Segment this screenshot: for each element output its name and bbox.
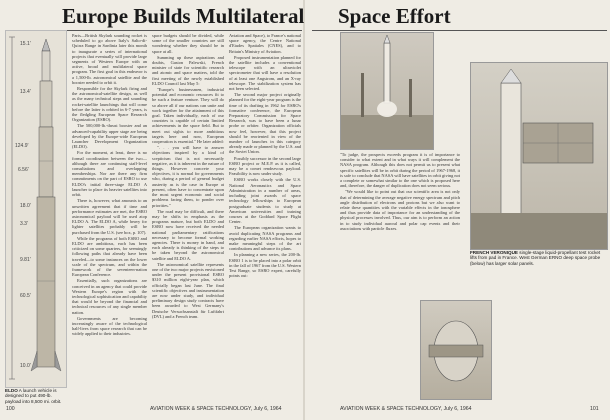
headline-right: Space Effort — [338, 4, 451, 28]
erno-probe-photo — [470, 62, 608, 250]
page-number-left: 100 — [6, 406, 15, 412]
paragraph: Paris—British Skylark sounding rocket is scheduled to go above Italy's Salto-di-Quirra Range in Sardinia later this month to inaugurate a series of international projects that eventually will provide large segments of Western Europe with an active, broad and multilateral space program. The first goal in this endeavor is a 1,500-lb. astronomical satellite and the booster needed to orbit it. — [72, 33, 147, 85]
dimension-label: 6.56' — [18, 167, 29, 173]
dimension-label: 3.3' — [20, 221, 28, 227]
dimension-label: 60.5' — [20, 293, 31, 299]
figure-caption-text: A launch vehicle is designed to put 490-lb. payload into 8,500 mi. orbit. — [5, 388, 62, 404]
footer-right: AVIATION WEEK & SPACE TECHNOLOGY, July 6, 1964 — [340, 406, 472, 412]
article-column-1 — [72, 33, 147, 403]
paragraph: ESRO works closely with the U.S. National Aeronautics and Space Administration in a number of areas, including joint awards of space technology fellowships to European postgraduate students to study at American universities and training courses at the Goddard Space Flight Center. — [229, 177, 301, 225]
eldo-rocket-drawing — [6, 31, 66, 387]
dimension-label: 9.81' — [20, 257, 31, 263]
rocket-launch-illustration — [341, 33, 433, 149]
paragraph: Possibly successor in the second large ESRO project or M.E.P. as it is called, may be a comet rendezvous payload. Feasibility is now under study. — [229, 155, 301, 177]
dimension-label: 13.4' — [20, 89, 31, 95]
figure-caption — [5, 388, 67, 404]
dimension-label: 10.0' — [20, 363, 31, 369]
paragraph: "We would like to point out that our scientific area is not only that of determining the average negative energy spectrum and pitch angle distribution of electrons and protons but we also want to relate these quantities with the variable effects in the ionosphere and thus provide data of importance for an understanding of the physical processes involved. Thus, our aim is to perform an action in to study individual auroral and polar cap events and their associations with particle fluxes. — [340, 189, 460, 231]
paragraph: Proposed instrumentation planned for the satellite includes a conventional telescope with an ultraviolet spectrometer that will have a resolution of at least one Angstrom, and an X-ray telescope. The stabilization system has not been selected. — [229, 54, 301, 92]
dimension-label: 15.1' — [20, 41, 31, 47]
paragraph: space budgets should be divided, while some of the smaller countries are still wondering whether they should be in space at all. — [152, 33, 224, 54]
article-column-4 — [340, 152, 460, 402]
photo-caption-text: single-stage liquid-propellant test rocket lifts from pad in France. West German ERNO deep space probe (below) has larger solar panels. — [470, 250, 601, 266]
dimension-label: 18.0' — [20, 203, 31, 209]
paragraph: The European organization wants to avoid duplicating NASA programs and regarding earlier NASA efforts, hopes to make meaningful steps of the art contributions and advance its plans. — [229, 225, 301, 252]
photo-caption-label: FRENCH VERONIQUE — [470, 250, 518, 255]
page-gutter — [303, 0, 305, 420]
paragraph: For the moment, at least, there is no formal coordination between the two—although there are continuing staff-level consultations and overlapping memberships. Nor are there any firm commitments on the part of ESRO to use ELDO's initial three-stage ELDO A launcher to place its heavier satellites into orbit. — [72, 150, 147, 198]
paragraph: Aviation and Space), to France's national space agency, the Centre National d'Etudes Spatiales (CNES), and to Britain's Ministry of Aviation. — [229, 33, 301, 54]
paragraph: Governments are becoming increasingly aware of the technological half-lives from space research that can be widely applied to their industries. — [72, 315, 147, 337]
article-column-2 — [152, 33, 224, 403]
paragraph: In planning a new series, the 200-lb. ESRO 1 is to be placed into a polar orbit in the fall of 1967 from the U.S. Western Test Range, so ESRO expert, carefully points out: — [229, 252, 301, 279]
paragraph: There is, however, what amounts to an unwritten agreement that if time and performance estimates are met, the ESRO astronomical payload will be used atop ELDO A. The ELDO A, while heavy for lighter satellites probably will be purchased from the U.S. (see box, p. 107). — [72, 198, 147, 235]
paragraph: "Europe's businessmen, industrial potential and economic resources fit to be such a feature venture. They will do so above all if our nations can unite and work together for the attainment of this goal. Taken individually, each of our countries is capable of certain limited achievements in the space field. But to meet out sights to more ambitious targets here and now, European cooperation is essential." He later added: — [152, 87, 224, 145]
headline-rule-left — [62, 30, 302, 31]
paragraph: Summing up these aspirations and doubts, Gaston Palewski, French minister of state for scientific research and atomic and space matters, told the first meeting of the newly established ELDO Council last May 5: — [152, 54, 224, 86]
paragraph: Responsible for the Skylark firing and the astronomical-satellite design, as well as the many technical steps and sounding rocket-satellite launchings that will come before the latter is orbited in 6-7 years, is the fledgling European Space Research Organization (ESRO). — [72, 86, 147, 123]
paragraph: Essentially, such organizations are conceived in an agency that could provide Western Europe's region with the technological sophistication and capability that would be beyond the financial and technical resources of any single member nation. — [72, 278, 147, 315]
article-column-3 — [229, 33, 301, 403]
headline-left: Europe Builds Multilateral — [62, 4, 305, 28]
paragraph: ". . . you will have to answer objections inspired by a kind of scepticism that is not necessarily negative, as it is inherent in the nature of things. However concrete your objectives, it is normal for governments who, during a period of general budget austerity as is the case in Europe at present, often have to concentrate upon the most urgent economic and social problems facing them, to ponder over priorities." — [152, 145, 224, 208]
veronique-launch-photo — [340, 32, 434, 150]
paragraph: While the programs of both ESRO and ELDO are ambitious, each has been criticized on some quarters, for seemingly following paths that already have been traveled—to some instances on the lower scale of the spectrum, and within the framework of the seventeen-nation European Conference. — [72, 235, 147, 278]
paragraph: "To judge, the prospects exceeds program it is of importance to consider to what extent and in what ways it will complement the NASA program. Although this does not permit us to present what specific satellites will be in orbit during the period of 1967-1968, it is safe to conclude that NASA will have satellites in orbit giving not a complete or somewhat similar to the one which is proposed here and, therefore, the danger of duplication does not seem serious. — [340, 152, 460, 189]
page-number-right: 101 — [590, 406, 599, 412]
eldo-launcher-diagram — [5, 30, 67, 388]
paragraph: The astronomical satellite represents one of the two major projects envisioned under the present provisional ESRO $310 million eight-year plan, which officially began last June. The final scientific objectives and instrumentation are now under study, and individual preliminary design study contracts have been awarded to West Germany's Deutsche Versuchsanstalt für Luftfahrt (DVL) and a French team. — [152, 261, 224, 319]
dimension-label: 124.9' — [15, 143, 29, 149]
footer-left: AVIATION WEEK & SPACE TECHNOLOGY, July 6, 1964 — [150, 406, 282, 412]
paragraph: The second major project originally planned for the eight-year program is the time of its drafting in 1962 for ESRO's formative conference, the European Preparatory Commission for Space Research, was to have been a lunar probe or orbiter. Organization officials now feel, however, that this project should be reoriented in view of the number of launches in this category already made or planned by the U.S. and the Soviet Union. — [229, 92, 301, 155]
photo-caption — [470, 250, 606, 266]
paragraph: The road may be difficult, and there may be shifts in emphasis as the programs mature, but both ELDO and ESRO now have received the needed national parliamentary ratifications necessary to become formal working agencies. There is money in hand, and each already is thinking of the steps to be taken beyond the astronomical satellite and ELDO A. — [152, 208, 224, 261]
space-probe-illustration — [471, 63, 607, 249]
paragraph: The 500,000-lb.-thrust booster and an advanced-capability upper stage are being developed by the Europe-wide European Launcher Development Organization (ELDO). — [72, 123, 147, 150]
figure-caption-label: ELDO — [5, 388, 18, 393]
headline-rule-right — [312, 30, 607, 31]
